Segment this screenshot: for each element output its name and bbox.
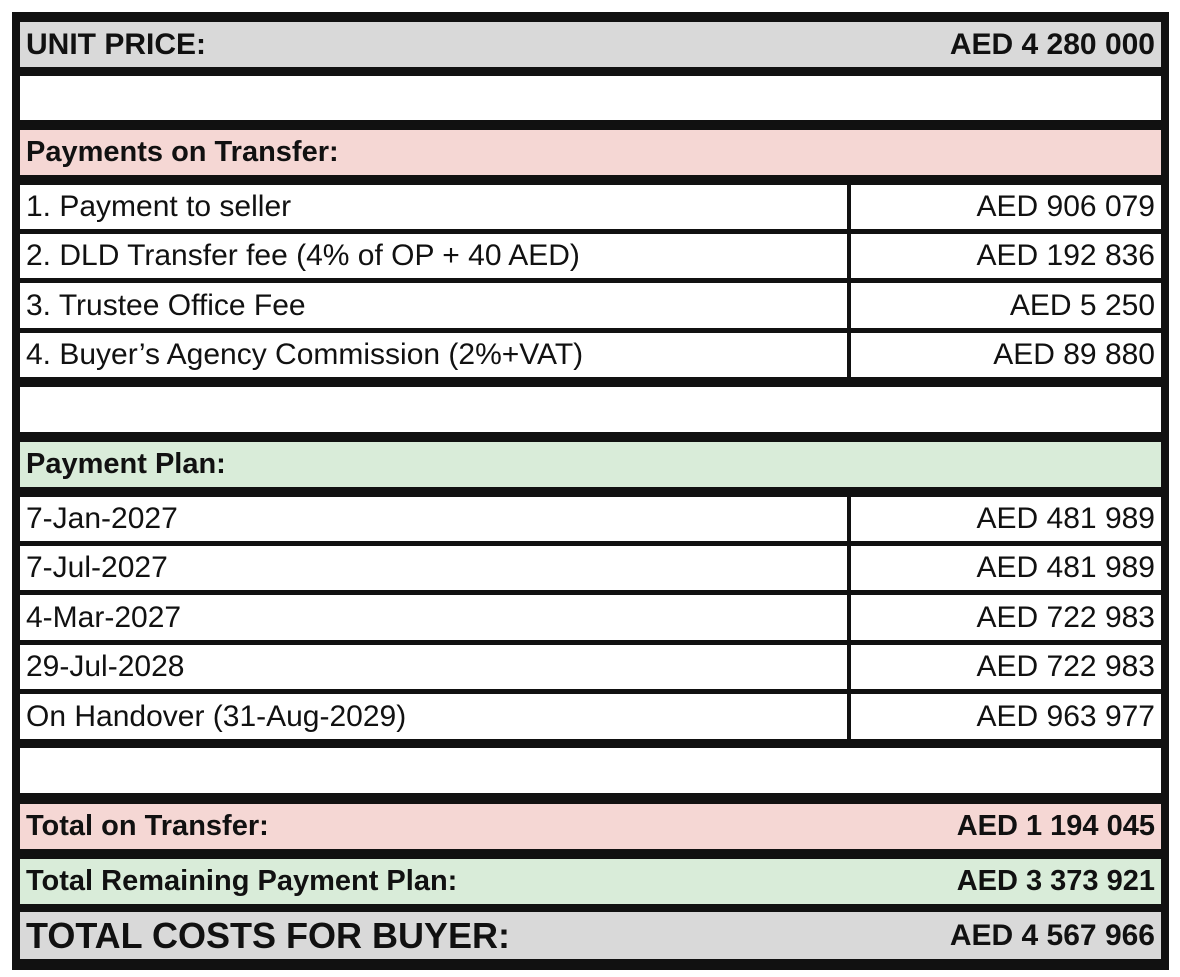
plan-item-label: 29-Jul-2028 xyxy=(20,645,847,689)
plan-item-value: AED 481 989 xyxy=(851,497,1161,541)
transfer-item-label: 3. Trustee Office Fee xyxy=(20,283,847,328)
transfer-item-row xyxy=(20,333,1161,377)
total-plan-row xyxy=(20,859,1161,904)
plan-item-row xyxy=(20,546,1161,590)
total-transfer-label: Total on Transfer: xyxy=(26,810,269,842)
plan-item-label: 4-Mar-2027 xyxy=(20,595,847,640)
unit-price-value: AED 4 280 000 xyxy=(949,27,1155,61)
spacer-row xyxy=(20,76,1161,120)
transfer-item-row xyxy=(20,185,1161,229)
total-buyer-value: AED 4 567 966 xyxy=(949,918,1155,952)
transfer-item-label: 2. DLD Transfer fee (4% of OP + 40 AED) xyxy=(20,234,847,278)
transfer-item-label: 4. Buyer’s Agency Commission (2%+VAT) xyxy=(20,333,847,377)
plan-heading: Payment Plan: xyxy=(26,448,226,480)
spacer-row xyxy=(20,387,1161,432)
transfer-item-label: 1. Payment to seller xyxy=(20,185,847,229)
plan-item-row xyxy=(20,497,1161,541)
total-transfer-value: AED 1 194 045 xyxy=(956,810,1155,842)
unit-price-row xyxy=(20,22,1161,67)
transfer-item-value: AED 192 836 xyxy=(851,234,1161,278)
transfer-item-value: AED 906 079 xyxy=(851,185,1161,229)
total-transfer-row xyxy=(20,804,1161,849)
spacer-row xyxy=(20,748,1161,793)
total-buyer-label: TOTAL COSTS FOR BUYER: xyxy=(26,914,511,956)
plan-item-value: AED 963 977 xyxy=(851,694,1161,739)
plan-item-label: On Handover (31-Aug-2029) xyxy=(20,694,847,739)
plan-item-value: AED 722 983 xyxy=(851,645,1161,689)
plan-item-label: 7-Jul-2027 xyxy=(20,546,847,590)
total-plan-value: AED 3 373 921 xyxy=(956,865,1155,897)
transfer-heading-row xyxy=(20,130,1161,175)
transfer-item-value: AED 5 250 xyxy=(851,283,1161,328)
transfer-heading: Payments on Transfer: xyxy=(26,136,339,168)
total-buyer-row xyxy=(20,912,1161,959)
plan-item-row xyxy=(20,694,1161,739)
plan-heading-row xyxy=(20,442,1161,487)
plan-item-row xyxy=(20,645,1161,689)
total-plan-label: Total Remaining Payment Plan: xyxy=(26,865,458,897)
transfer-item-row xyxy=(20,234,1161,278)
plan-item-label: 7-Jan-2027 xyxy=(20,497,847,541)
unit-price-label: UNIT PRICE: xyxy=(26,27,206,61)
transfer-item-row xyxy=(20,283,1161,328)
transfer-item-value: AED 89 880 xyxy=(851,333,1161,377)
plan-item-value: AED 481 989 xyxy=(851,546,1161,590)
cost-breakdown-table xyxy=(12,12,1169,970)
plan-item-value: AED 722 983 xyxy=(851,595,1161,640)
plan-item-row xyxy=(20,595,1161,640)
